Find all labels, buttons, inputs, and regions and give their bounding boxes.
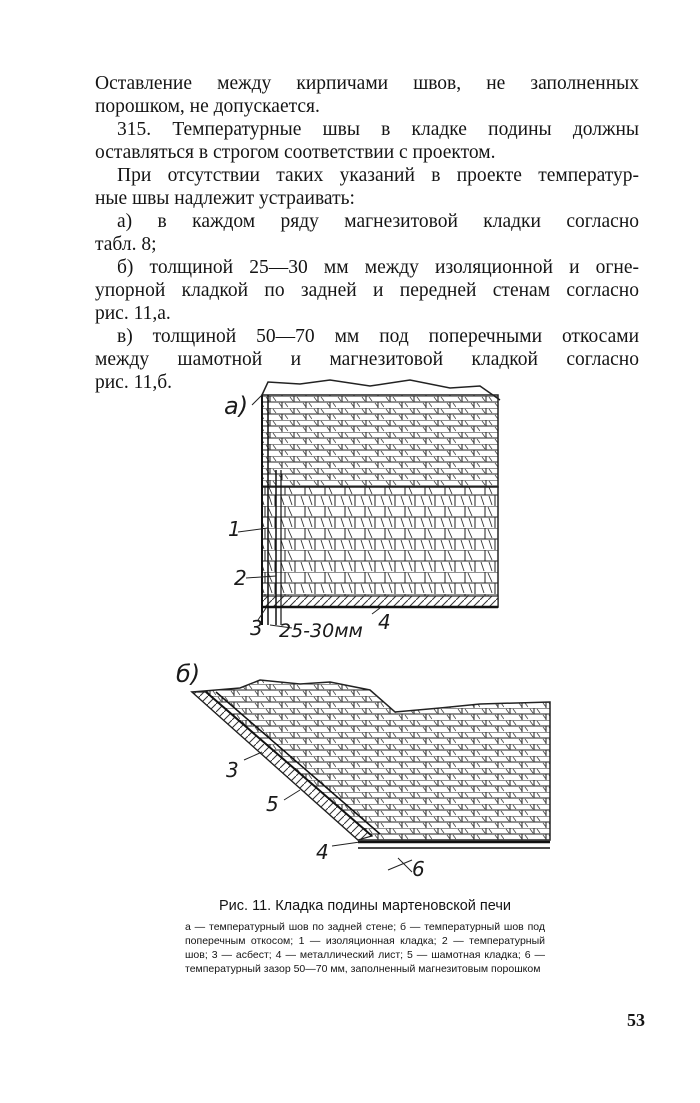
list-item-c: в) толщиной 50—70 мм под поперечными откосами: [117, 326, 639, 347]
paragraph-line: порошком, не допускается.: [95, 96, 320, 117]
page-number: 53: [627, 1010, 645, 1030]
figure-caption-text: а — температурный шов по задней стене; б — температурный шов под поперечным откосом; 1 — изоляционная кладка; 2 — температурный шов; 3 — асбест; 4 — металлический лист; 5 — шамотная кладка; 6 — температурный зазор 50—70 мм, заполненный магнезитовым порошком: [185, 921, 545, 975]
gap-dimension-label: 25-30мм: [279, 620, 363, 642]
callout-3: 3: [226, 758, 239, 782]
paragraph-line: 315. Температурные швы в кладке подины должны: [117, 119, 639, 140]
callout-5: 5: [266, 792, 279, 816]
figure-a-drawing: [238, 380, 500, 628]
paragraph-line: оставляться в строгом соответствии с проектом.: [95, 142, 496, 163]
paragraph-line: табл. 8;: [95, 234, 157, 255]
paragraph-line: ные швы надлежит устраивать:: [95, 188, 355, 209]
list-item-a: а) в каждом ряду магнезитовой кладки согласно: [117, 211, 639, 232]
callout-4: 4: [378, 610, 391, 634]
paragraph-line: Оставление между кирпичами швов, не заполненных: [95, 73, 639, 94]
paragraph-line: При отсутствии таких указаний в проекте температур-: [117, 165, 639, 186]
figure-b-label: б): [176, 660, 201, 688]
callout-3: 3: [250, 616, 263, 640]
paragraph-line: упорной кладкой по задней и передней стенам согласно: [95, 280, 639, 301]
paragraph-line: рис. 11,б.: [95, 372, 173, 393]
list-item-b: б) толщиной 25—30 мм между изоляционной и огне-: [117, 257, 639, 278]
paragraph-line: между шамотной и магнезитовой кладкой согласно: [95, 349, 639, 370]
callout-6: 6: [412, 857, 425, 881]
callout-4: 4: [316, 840, 329, 864]
callout-2: 2: [234, 566, 247, 590]
figure-caption-title: Рис. 11. Кладка подины мартеновской печи: [219, 898, 511, 914]
figure-b-drawing: [192, 680, 550, 872]
paragraph-line: рис. 11,а.: [95, 303, 171, 324]
callout-1: 1: [228, 517, 241, 541]
figure-a-label: а): [224, 392, 249, 420]
